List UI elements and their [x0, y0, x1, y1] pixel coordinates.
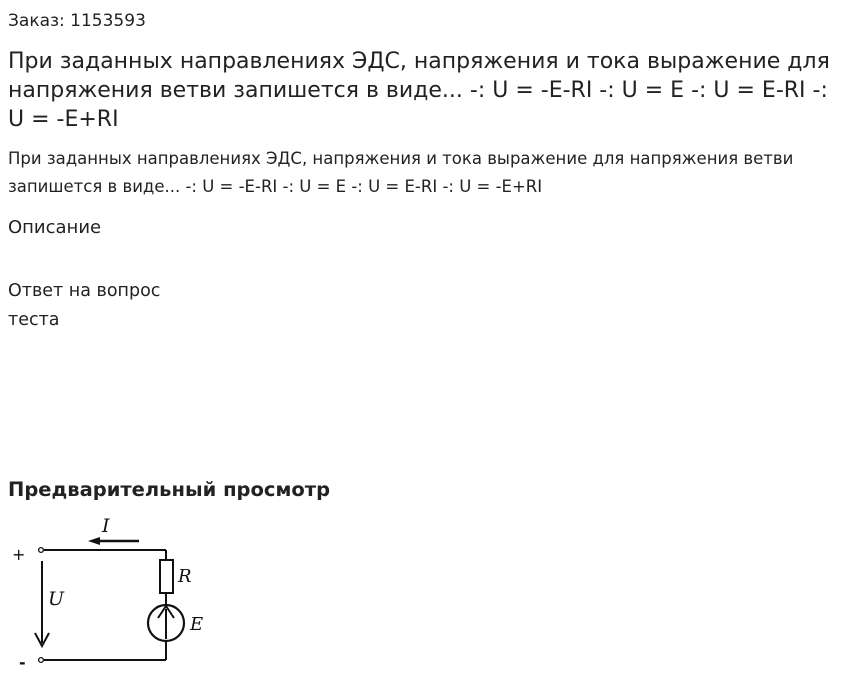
preview-heading: Предварительный просмотр	[8, 478, 331, 501]
circuit-diagram	[0, 505, 230, 680]
answer-text: Ответ на вопрос теста	[8, 281, 161, 330]
emf-label: E	[190, 614, 204, 635]
minus-terminal-sign: -	[19, 653, 26, 672]
description-heading: Описание	[8, 217, 102, 238]
bottom-terminal	[39, 658, 44, 663]
order-number: Заказ: 1153593	[8, 11, 146, 31]
resistor-label: R	[178, 566, 192, 587]
current-arrow-head	[88, 537, 100, 545]
voltage-label: U	[48, 588, 65, 610]
current-label: I	[102, 515, 110, 537]
resistor-symbol	[160, 560, 173, 593]
top-terminal	[39, 548, 44, 553]
plus-terminal-sign: +	[12, 545, 26, 564]
question-title: При заданных направлениях ЭДС, напряжения и тока выражение для напряжения ветви запишется в виде... -: U = -E-RI -: U = E -: U = E-RI -: U = -E+RI	[8, 49, 830, 132]
question-description: При заданных направлениях ЭДС, напряжения и тока выражение для напряжения ветви запишется в виде... -: U = -E-RI -: U = E -: U = E-RI -: U = -E+RI	[8, 149, 794, 196]
